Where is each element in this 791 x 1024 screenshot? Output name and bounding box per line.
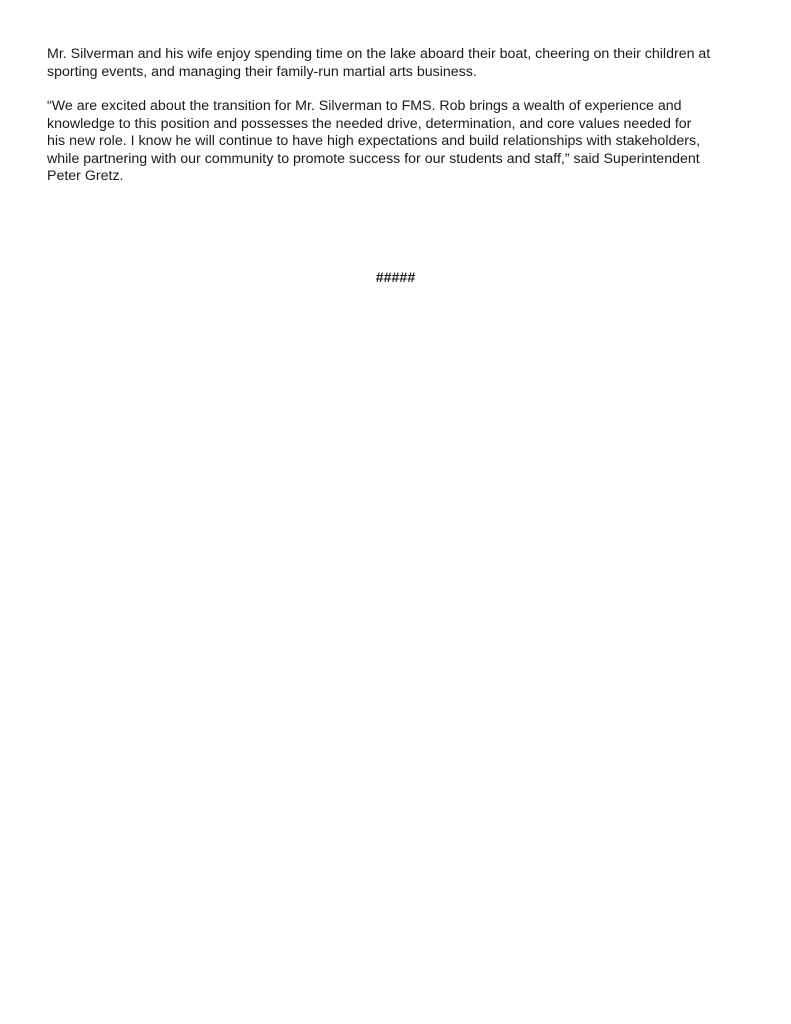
paragraph-line: Peter Gretz.	[47, 168, 124, 184]
paragraph-line: while partnering with our community to promote success for our students and staff,” said Superintendent	[47, 150, 700, 167]
paragraph-superintendent-quote	[47, 98, 700, 186]
paragraph-line: Mr. Silverman and his wife enjoy spending time on the lake aboard their boat, cheering on their children at	[47, 46, 711, 62]
paragraph-line: his new role. I know he will continue to have high expectations and build relationships with stakeholders,	[47, 133, 701, 149]
paragraph-line: “We are excited about the transition for Mr. Silverman to FMS. Rob brings a wealth of experience and	[47, 98, 682, 114]
paragraph-line: sporting events, and managing their family-run martial arts business.	[47, 63, 477, 80]
end-of-release-mark: #####	[375, 270, 416, 286]
paragraph-family-life	[47, 46, 710, 81]
paragraph-line: knowledge to this position and possesses the needed drive, determination, and core values needed for	[47, 115, 692, 132]
